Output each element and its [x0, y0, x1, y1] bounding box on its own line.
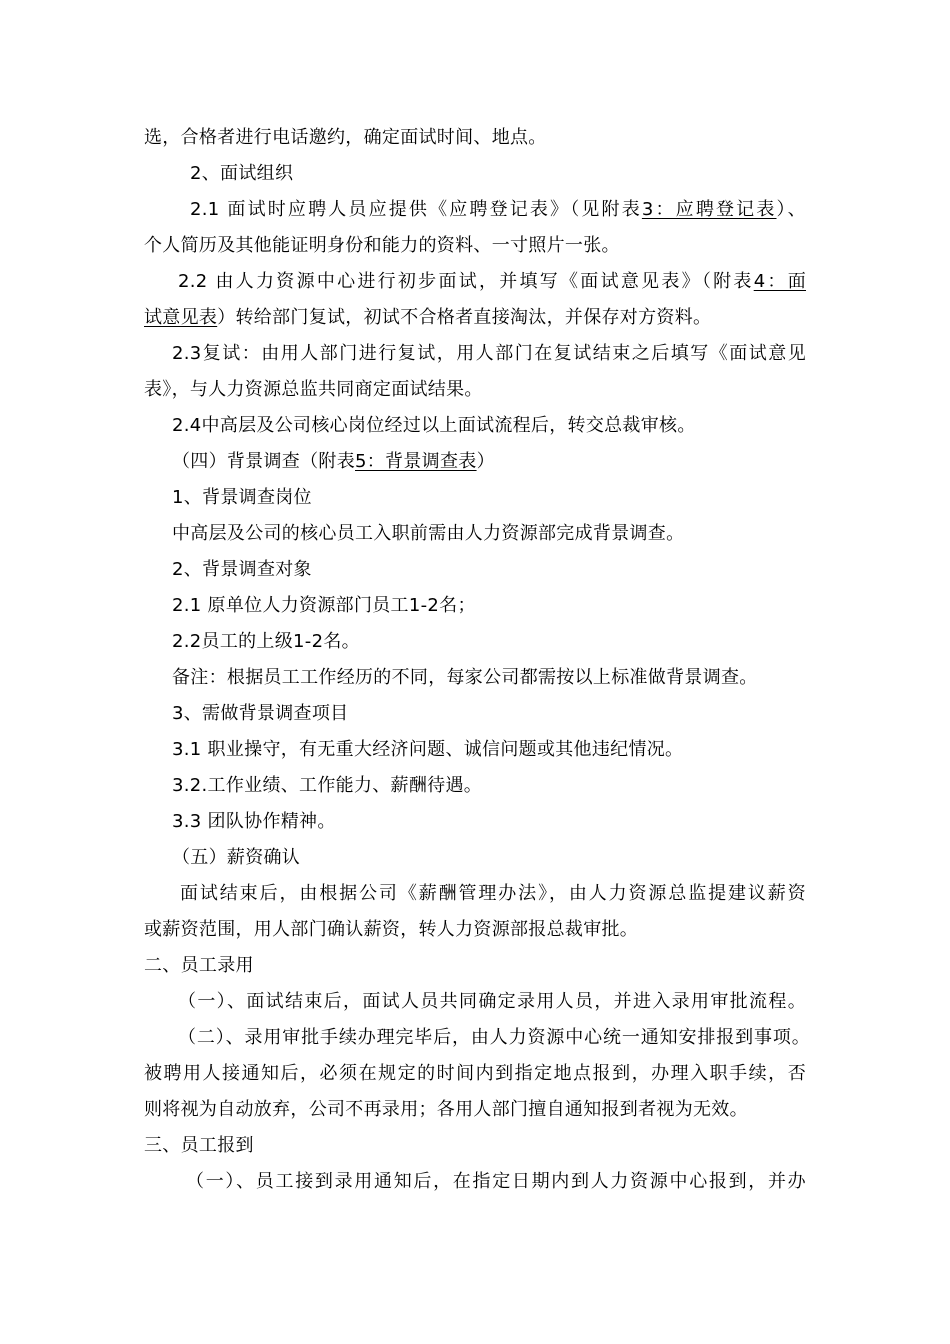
section-heading-employment: 二、员工录用	[144, 955, 254, 976]
para-line-2-3-cont: 表》，与人力资源总监共同商定面试结果。	[144, 379, 483, 400]
para-line: （一）、员工接到录用通知后，在指定日期内到人力资源中心报到，并办	[186, 1171, 806, 1192]
para-line: 3.3 团队协作精神。	[172, 811, 336, 832]
para-line: 2.2员工的上级1-2名。	[172, 631, 360, 652]
section-heading-salary: （五）薪资确认	[172, 847, 301, 868]
link-appendix-4-part1[interactable]: 4：面	[753, 271, 806, 292]
para-line-2-3: 2.3复试：由用人部门进行复试，用人部门在复试结束之后填写《面试意见	[172, 343, 806, 364]
para-line: 面试结束后，由根据公司《薪酬管理办法》，由人力资源总监提建议薪资	[180, 883, 806, 904]
para-line: （二）、录用审批手续办理完毕后，由人力资源中心统一通知安排报到事项。	[178, 1027, 810, 1048]
para-line: 3.2.工作业绩、工作能力、薪酬待遇。	[172, 775, 483, 796]
text: （四）背景调查（附表	[172, 451, 355, 472]
text: ）、	[776, 199, 806, 220]
para-line-2-2	[178, 270, 806, 294]
text: ）转给部门复试，初试不合格者直接淘汰，并保存对方资料。	[217, 307, 712, 328]
para-line-2-1	[190, 198, 806, 222]
para-line: 2.1 原单位人力资源部门员工1-2名；	[172, 595, 476, 616]
text: ）	[476, 451, 495, 472]
para-line-1: 选，合格者进行电话邀约，确定面试时间、地点。	[144, 127, 547, 148]
text: 2.2 由人力资源中心进行初步面试，并填写《面试意见表》（附表	[178, 271, 754, 292]
section-heading-background-check	[172, 450, 495, 474]
para-line-2-4: 2.4中高层及公司核心岗位经过以上面试流程后，转交总裁审核。	[172, 415, 696, 436]
subheading-2: 2、背景调查对象	[172, 559, 312, 580]
para-line: 或薪资范围，用人部门确认薪资，转人力资源部报总裁审批。	[144, 919, 639, 940]
text: 2.1 面试时应聘人员应提供《应聘登记表》（见附表	[190, 199, 642, 220]
subheading-3: 3、需做背景调查项目	[172, 703, 349, 724]
section-heading-interview-organization: 2、面试组织	[190, 163, 294, 184]
link-appendix-5[interactable]: 5：背景调查表	[355, 451, 477, 472]
note-line: 备注：根据员工工作经历的不同，每家公司都需按以上标准做背景调查。	[172, 667, 758, 688]
para-line: 则将视为自动放弃，公司不再录用；各用人部门擅自通知报到者视为无效。	[144, 1099, 748, 1120]
link-appendix-4-part2[interactable]: 试意见表	[144, 307, 218, 328]
para-line: 被聘用人接通知后，必须在规定的时间内到指定地点报到，办理入职手续，否	[144, 1063, 806, 1084]
para-line-2-1-cont: 个人简历及其他能证明身份和能力的资料、一寸照片一张。	[144, 235, 620, 256]
para-line: 中高层及公司的核心员工入职前需由人力资源部完成背景调查。	[172, 523, 685, 544]
section-heading-onboarding: 三、员工报到	[144, 1135, 254, 1156]
para-line: 3.1 职业操守，有无重大经济问题、诚信问题或其他违纪情况。	[172, 739, 684, 760]
para-line-2-2-cont	[144, 306, 711, 330]
link-appendix-3[interactable]: 3：应聘登记表	[641, 199, 777, 220]
para-line: （一）、面试结束后，面试人员共同确定录用人员，并进入录用审批流程。	[178, 991, 806, 1012]
subheading-1: 1、背景调查岗位	[172, 487, 312, 508]
